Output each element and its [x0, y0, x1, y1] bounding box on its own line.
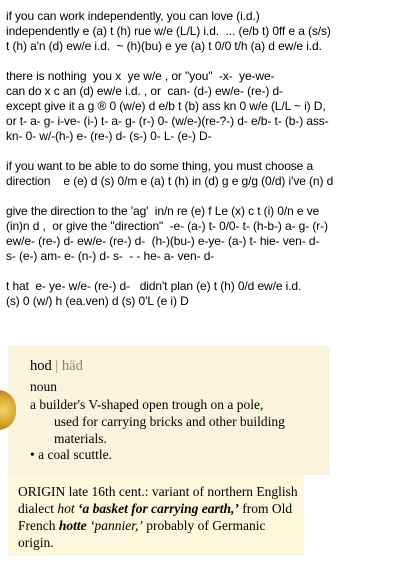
text-line: direction e (e) d (s) 0/m e (a) t (h) in (d) g e g/g (0/d) i've (n) d — [6, 174, 334, 188]
text-line: there is nothing you x ye w/e , or "you" -x- ye-we- — [6, 69, 275, 83]
dictionary-badge-icon — [0, 390, 16, 430]
text-line: or t- a- g- i-ve- (i-) t- a- g- (r-) 0- (w/e-)(re-?-) d- e/b- t- (b-) ass- — [6, 114, 329, 128]
definition-1 — [30, 396, 326, 447]
origin-label: ORIGIN — [18, 484, 66, 499]
definition-1-line-1: a builder's V-shaped open trough on a pole, — [30, 397, 264, 412]
headword: hod — [30, 358, 52, 374]
text-line: give the direction to the 'ag' in/n re (e) f Le (x) c t (i) 0/n e ve — [6, 204, 320, 218]
text-line: t (h) a'n (d) ew/e i.d. ~ (h)(bu) e ye (a) t 0/0 t/h (a) d ew/e i.d. — [6, 39, 322, 53]
dictionary-headword-line — [30, 358, 83, 375]
bullet: • — [30, 447, 35, 462]
origin-text: from Old French — [18, 501, 293, 533]
part-of-speech: noun — [30, 379, 57, 394]
text-line: (s) 0 (w/) h (ea.ven) d (s) 0'L (e i) D — [6, 294, 189, 308]
definition-2-text: a coal scuttle. — [34, 447, 112, 462]
etymology-box — [8, 475, 304, 556]
text-line: kn- 0- w/-(h-) e- (re-) d- (s-) 0- L- (e-) D- — [6, 129, 212, 143]
origin-word-hotte: hotte — [58, 518, 87, 533]
text-line: s- (e-) am- e- (n-) d- s- - - he- a- ven- d- — [6, 249, 215, 263]
pronunciation-separator: | — [51, 358, 62, 374]
paragraph-5 — [6, 279, 416, 309]
text-line: can do x c an (d) ew/e i.d. , or can- (d-) ew/e- (re-) d- — [6, 84, 283, 98]
transcribed-text — [6, 9, 416, 324]
paragraph-4 — [6, 204, 416, 264]
paragraph-1 — [6, 9, 416, 54]
origin-word-hot: hot — [57, 501, 75, 516]
text-line: independently e (a) t (h) rue w/e (L/L) i.d. ... (e/b t) 0ff e a (s/s) — [6, 24, 331, 38]
origin-gloss-pannier: ‘pannier,’ — [86, 518, 143, 533]
paragraph-3 — [6, 159, 416, 189]
pronunciation: häd — [61, 358, 83, 374]
text-line: ew/e- (re-) d- ew/e- (re-) d- (h-)(bu-) e-ye- (a-) t- hie- ven- d- — [6, 234, 320, 248]
text-line: except give it a g ® 0 (w/e) d e/b t (b) ass kn 0 w/e (L/L ~ i) D, — [6, 99, 326, 113]
text-line: t hat e- ye- w/e- (re-) d- didn't plan (e) t (h) 0/d ew/e i.d. — [6, 279, 302, 293]
text-line: (in)n d , or give the "direction" -e- (a-) t- 0/0- t- (h-b-) a- g- (r-) — [6, 219, 328, 233]
dictionary-entry — [8, 346, 330, 475]
definition-1-continuation: used for carrying bricks and other building materials. — [54, 414, 285, 446]
text-line: if you can work independently, you can love (i.d.) — [6, 9, 260, 23]
paragraph-2 — [6, 69, 416, 144]
text-line: if you want to be able to do some thing, you must choose a — [6, 159, 314, 173]
origin-text: probably of Germanic origin. — [18, 518, 266, 550]
origin-text: late 16th cent.: variant of northern English dialect — [18, 484, 298, 516]
origin-gloss-basket: ‘a basket for carrying earth,’ — [74, 501, 239, 516]
definition-2 — [30, 446, 112, 463]
